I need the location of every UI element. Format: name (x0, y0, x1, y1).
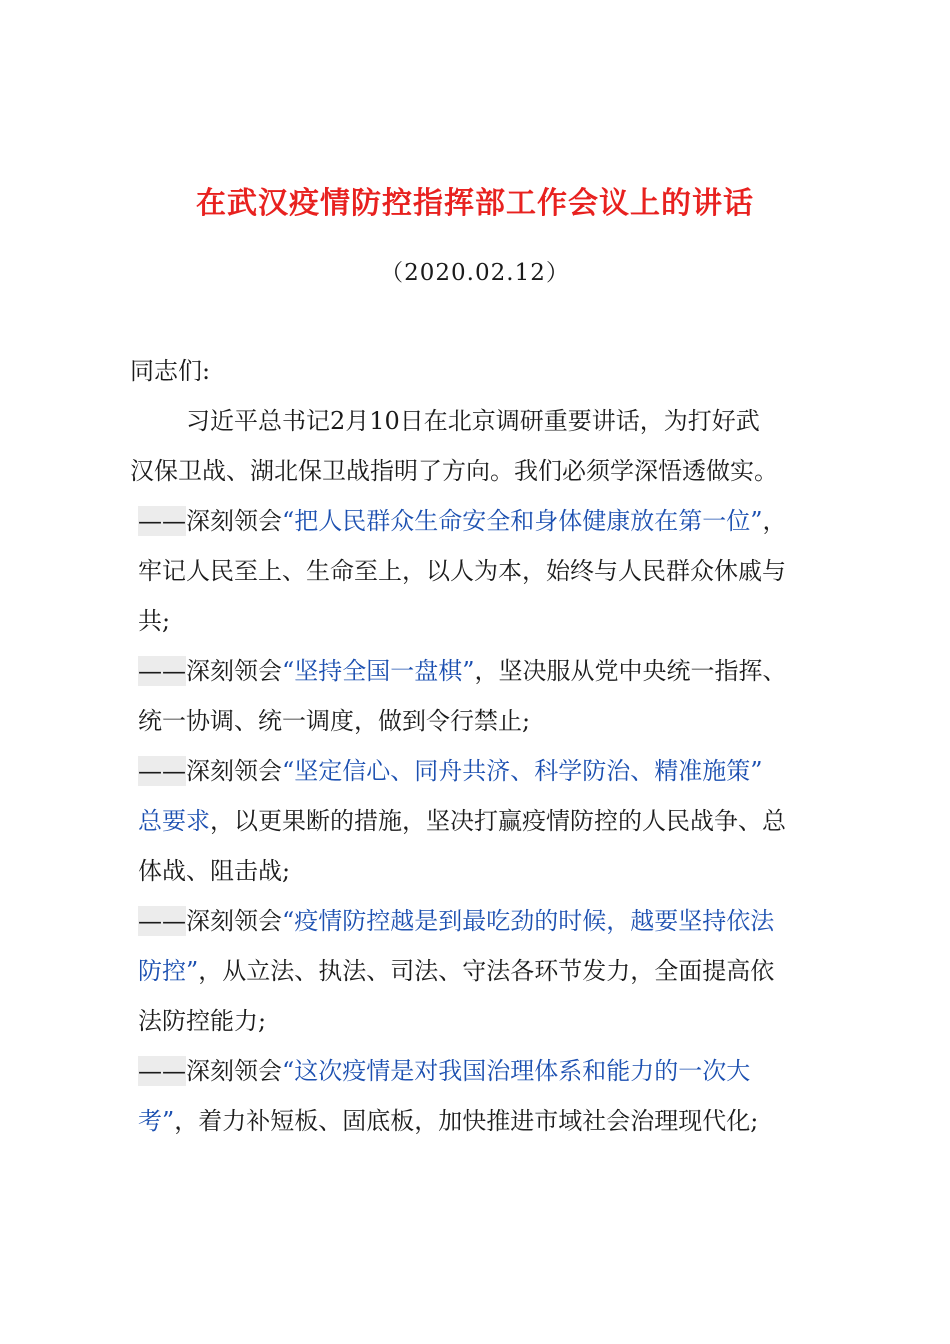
item-lead: 深刻领会 (186, 1057, 282, 1085)
item-first-line (138, 756, 763, 786)
item-line (138, 1106, 758, 1136)
item-lead: 深刻领会 (186, 507, 282, 535)
item-text: ， (762, 507, 787, 535)
em-dash: —— (138, 1057, 186, 1085)
item-quote: “疫情防控越是到最吃劲的时候，越要坚持依法 (282, 907, 775, 935)
item-quote: 考” (138, 1107, 175, 1135)
intro-paragraph-line: 习近平总书记2月10日在北京调研重要讲话，为打好武 (186, 407, 760, 435)
item-text: ，着力补短板、固底板，加快推进市域社会治理现代化; (174, 1107, 759, 1135)
item-quote: “这次疫情是对我国治理体系和能力的一次大 (282, 1057, 751, 1085)
item-quote: 总要求 (138, 807, 210, 835)
item-line: 法防控能力; (138, 1007, 267, 1035)
em-dash: —— (138, 757, 186, 785)
item-line (138, 806, 786, 836)
item-first-line (138, 906, 774, 936)
item-lead: 深刻领会 (186, 657, 282, 685)
document-title: 在武汉疫情防控指挥部工作会议上的讲话 (196, 186, 754, 221)
em-dash: —— (138, 907, 186, 935)
intro-paragraph-line: 汉保卫战、湖北保卫战指明了方向。我们必须学深悟透做实。 (130, 457, 778, 485)
item-text: ，从立法、执法、司法、守法各环节发力，全面提高依 (198, 957, 775, 985)
item-first-line (138, 506, 787, 536)
item-quote: “坚定信心、同舟共济、科学防治、精准施策” (282, 757, 763, 785)
item-line: 牢记人民至上、生命至上，以人为本，始终与人民群众休戚与 (138, 557, 786, 585)
em-dash: —— (138, 507, 186, 535)
item-line: 统一协调、统一调度，做到令行禁止; (138, 707, 531, 735)
item-lead: 深刻领会 (186, 907, 282, 935)
item-line: 共; (138, 607, 171, 635)
salutation: 同志们: (130, 357, 211, 385)
item-line: 体战、阻击战; (138, 857, 291, 885)
item-quote: “把人民群众生命安全和身体健康放在第一位” (282, 507, 763, 535)
item-text: ，坚决服从党中央统一指挥、 (474, 657, 787, 685)
item-line (138, 956, 774, 986)
item-text: ，以更果断的措施，坚决打赢疫情防控的人民战争、总 (210, 807, 786, 835)
item-first-line (138, 656, 787, 686)
document-date: （2020.02.12） (380, 260, 570, 286)
em-dash: —— (138, 657, 186, 685)
item-quote: “坚持全国一盘棋” (282, 657, 475, 685)
item-quote: 防控” (138, 957, 199, 985)
item-first-line (138, 1056, 750, 1086)
item-lead: 深刻领会 (186, 757, 282, 785)
